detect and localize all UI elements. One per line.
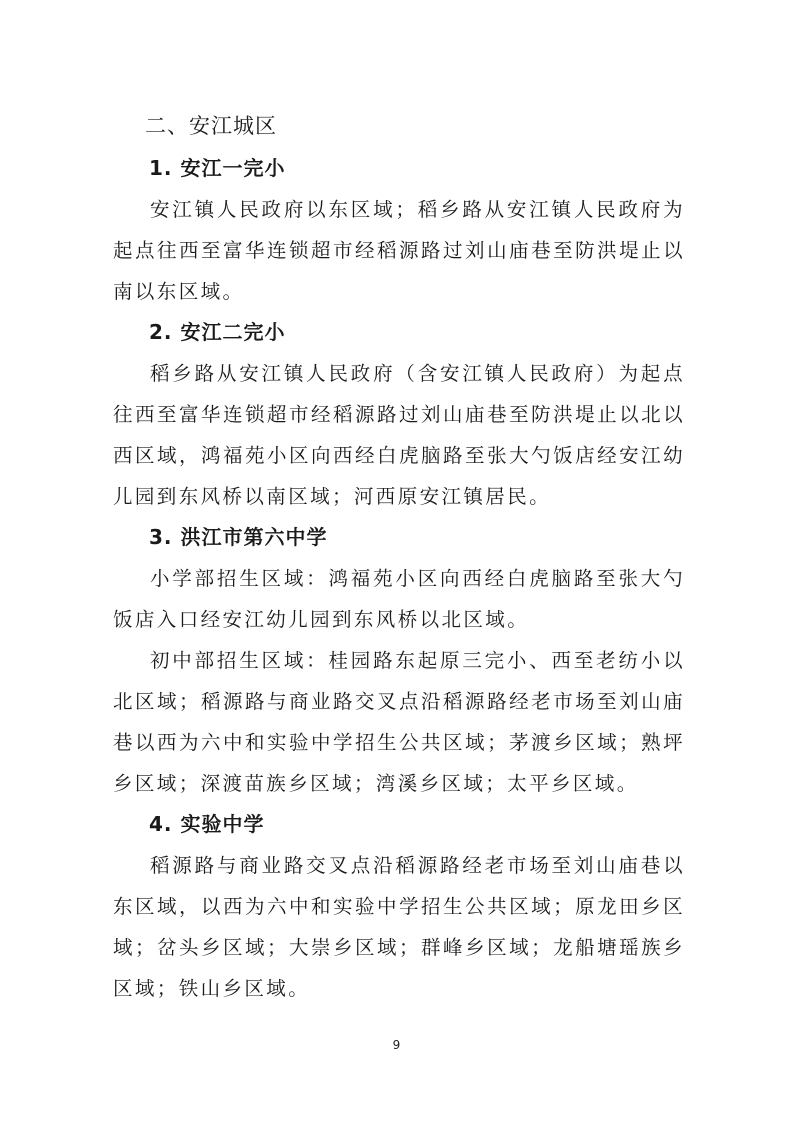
document-body [113,104,685,1009]
school-heading: 3. 洪江市第六中学 [149,525,328,549]
district-paragraph: 安江镇人民政府以东区域；稻乡路从安江镇人民政府为起点往西至富华连锁超市经稻源路过刘山庙巷至防洪堤止以南以东区域。 [113,198,685,303]
school-heading: 2. 安江二完小 [149,320,286,344]
district-paragraph: 初中部招生区域：桂园路东起原三完小、西至老纺小以北区域；稻源路与商业路交叉点沿稻源路经老市场至刘山庙巷以西为六中和实验中学招生公共区域；茅渡乡区域；熟坪乡区域；深渡苗族乡区域；湾溪乡区域；太平乡区域。 [113,649,685,795]
school-heading: 1. 安江一完小 [149,156,286,180]
district-paragraph: 稻源路与商业路交叉点沿稻源路经老市场至刘山庙巷以东区域，以西为六中和实验中学招生公共区域；原龙田乡区域；岔头乡区域；大崇乡区域；群峰乡区域；龙船塘瑶族乡区域；铁山乡区域。 [113,854,685,1000]
school-item-2 [113,312,685,517]
page-number: 9 [392,1038,401,1052]
school-item-4 [113,804,685,1009]
section-title: 二、安江城区 [145,114,277,138]
district-paragraph: 小学部招生区域：鸿福苑小区向西经白虎脑路至张大勺饭店入口经安江幼儿园到东风桥以北区域。 [113,567,685,631]
district-paragraph: 稻乡路从安江镇人民政府（含安江镇人民政府）为起点往西至富华连锁超市经稻源路过刘山庙巷至防洪堤止以北以西区域，鸿福苑小区向西经白虎脑路至张大勺饭店经安江幼儿园到东风桥以南区域；河西原安江镇居民。 [113,362,685,508]
school-heading: 4. 实验中学 [149,812,265,836]
school-item-1 [113,148,685,312]
school-item-3 [113,517,685,804]
